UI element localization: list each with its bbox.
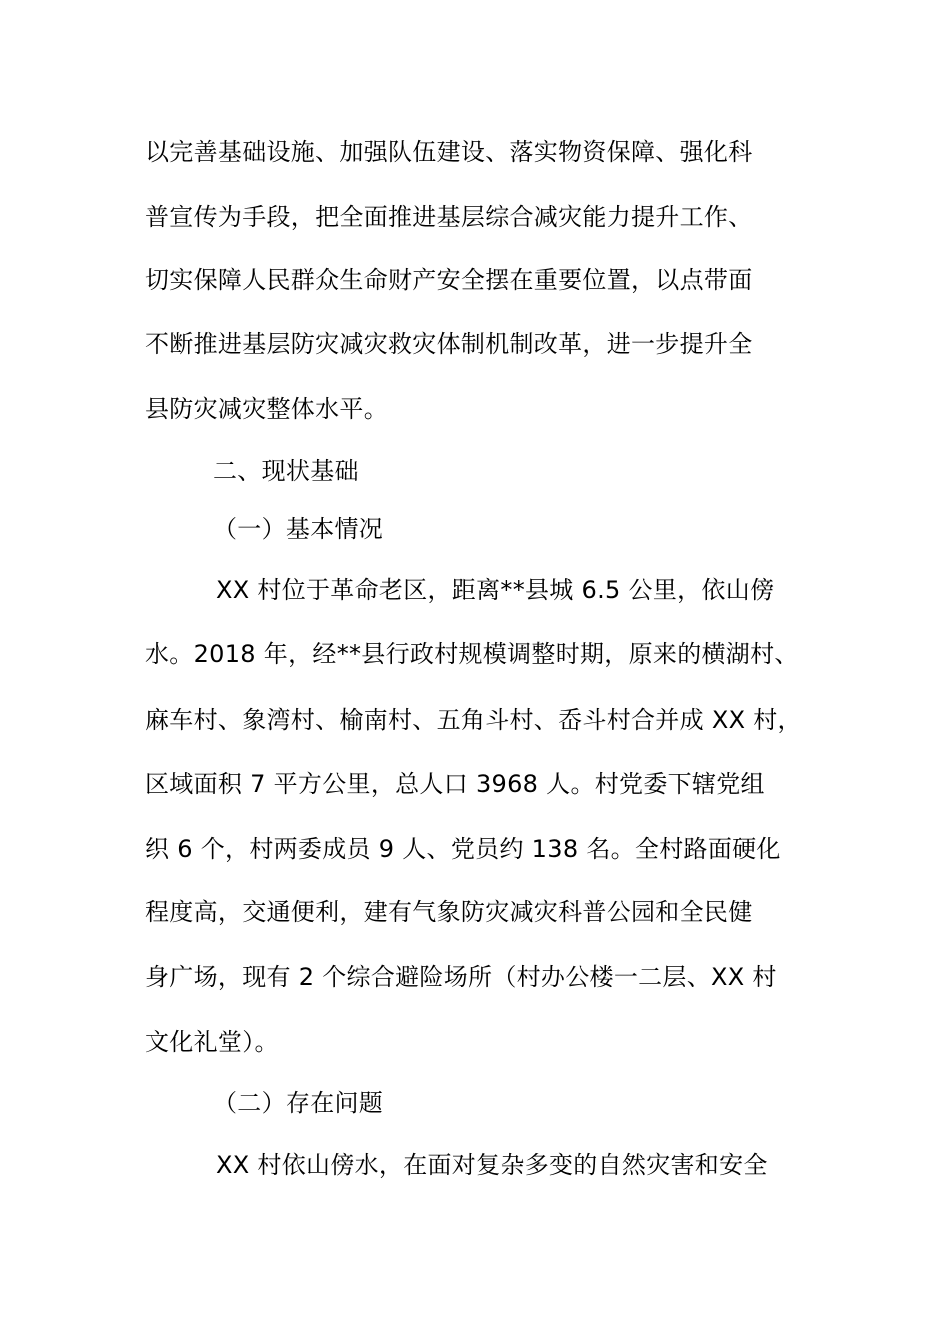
basic-line-7: 身广场，现有 2 个综合避险场所（村办公楼一二层、XX 村	[145, 963, 777, 991]
intro-line-5: 县防灾减灾整体水平。	[145, 395, 388, 423]
subsection-heading-basic: （一）基本情况	[213, 515, 384, 543]
intro-line-1: 以完善基础设施、加强队伍建设、落实物资保障、强化科	[145, 138, 753, 166]
basic-line-2: 水。2018 年，经**县行政村规模调整时期，原来的横湖村、	[145, 640, 799, 668]
basic-line-8: 文化礼堂）。	[145, 1028, 279, 1056]
section-heading: 二、现状基础	[213, 457, 359, 485]
basic-line-6: 程度高，交通便利，建有气象防灾减灾科普公园和全民健	[145, 898, 753, 926]
intro-line-4: 不断推进基层防灾减灾救灾体制机制改革，进一步提升全	[145, 330, 753, 358]
subsection-heading-problems: （二）存在问题	[213, 1089, 384, 1117]
problem-line-1: XX 村依山傍水，在面对复杂多变的自然灾害和安全	[216, 1151, 768, 1179]
basic-line-5: 织 6 个，村两委成员 9 人、党员约 138 名。全村路面硬化	[145, 835, 781, 863]
basic-line-1: XX 村位于革命老区，距离**县城 6.5 公里，依山傍	[216, 576, 775, 604]
basic-line-3: 麻车村、象湾村、榆南村、五角斗村、岙斗村合并成 XX 村，	[145, 706, 802, 734]
basic-line-4: 区域面积 7 平方公里，总人口 3968 人。村党委下辖党组	[145, 770, 765, 798]
intro-line-2: 普宣传为手段，把全面推进基层综合减灾能力提升工作、	[145, 203, 753, 231]
intro-line-3: 切实保障人民群众生命财产安全摆在重要位置，以点带面	[145, 266, 753, 294]
